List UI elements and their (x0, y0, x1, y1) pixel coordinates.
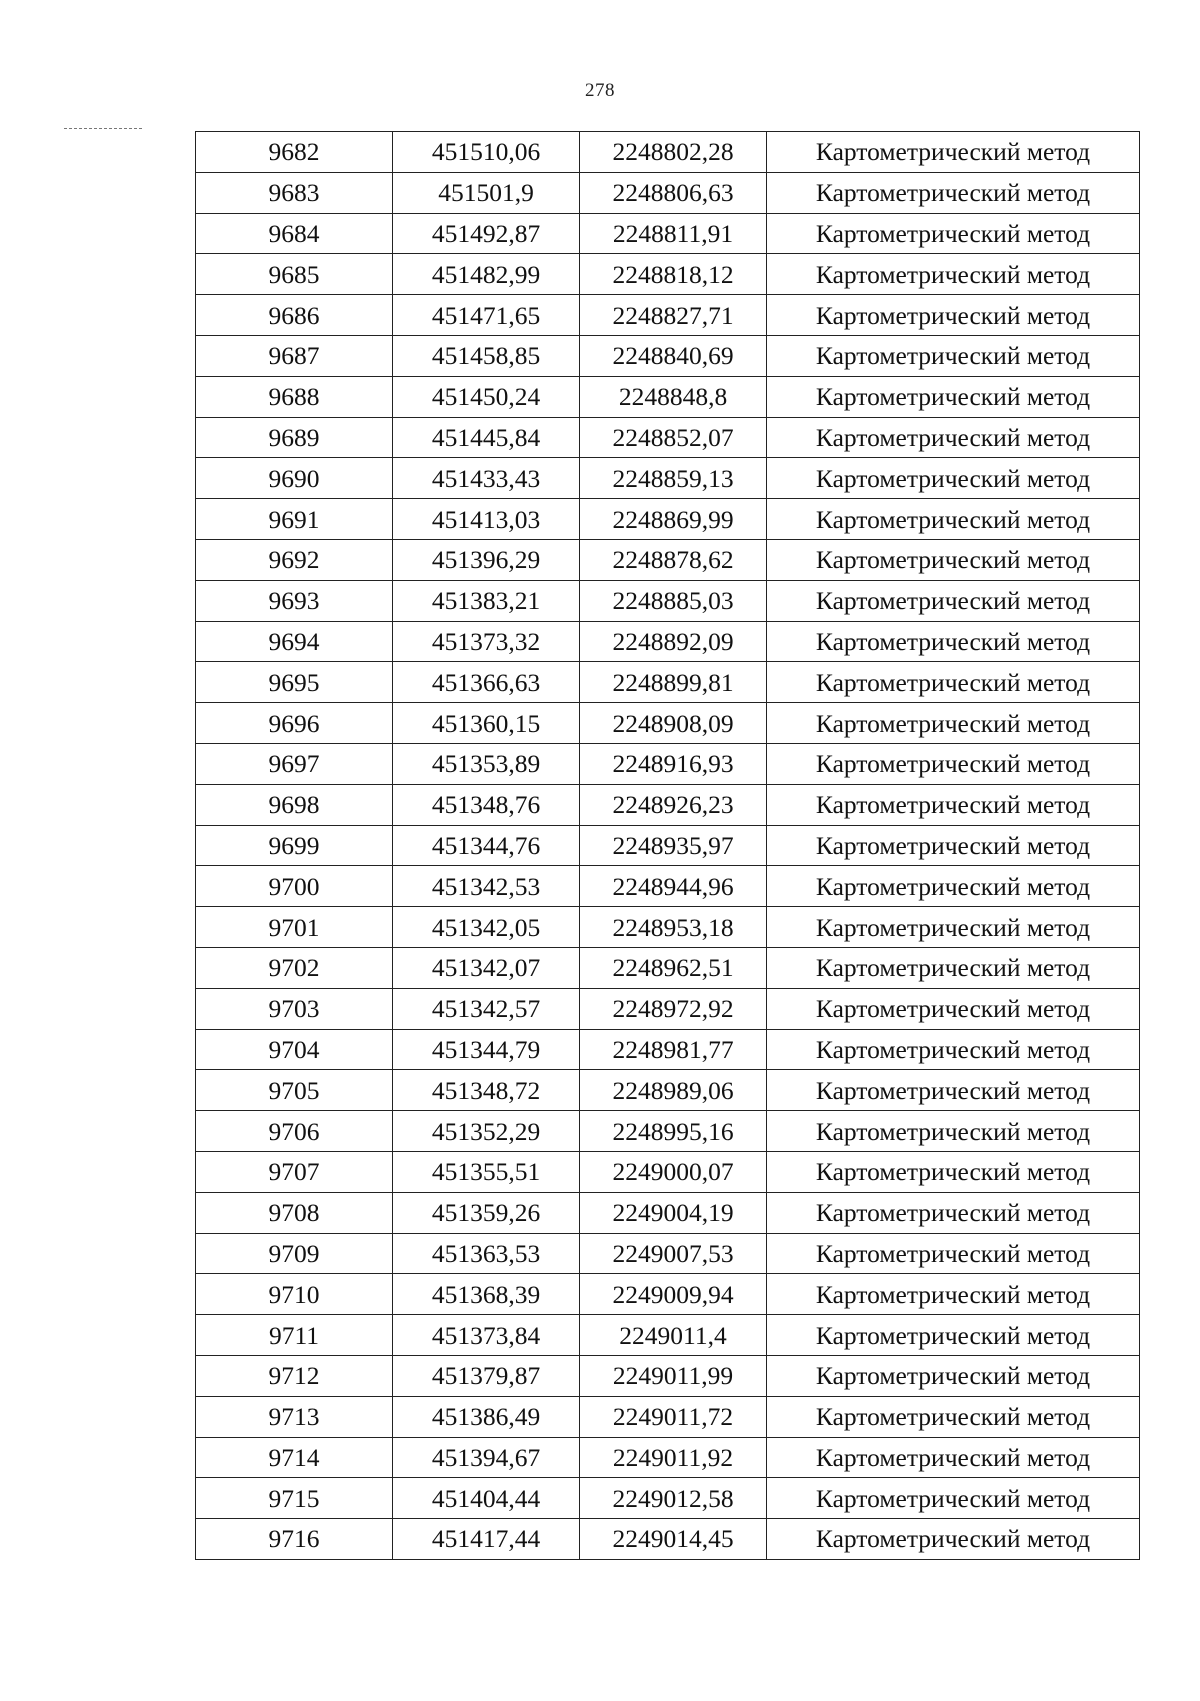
method-cell: Картометрический метод (767, 743, 1140, 784)
table-row (196, 254, 1140, 295)
table-row (196, 947, 1140, 988)
table-row (196, 539, 1140, 580)
x-coordinate-cell: 451510,06 (393, 132, 580, 173)
x-coordinate-cell: 451394,67 (393, 1437, 580, 1478)
point-number-cell: 9686 (196, 295, 393, 336)
table-row (196, 907, 1140, 948)
table-row (196, 1478, 1140, 1519)
x-coordinate-cell: 451368,39 (393, 1274, 580, 1315)
y-coordinate-cell: 2249011,99 (580, 1355, 767, 1396)
x-coordinate-cell: 451404,44 (393, 1478, 580, 1519)
table-row (196, 458, 1140, 499)
table-row (196, 1437, 1140, 1478)
y-coordinate-cell: 2248827,71 (580, 295, 767, 336)
y-coordinate-cell: 2248995,16 (580, 1111, 767, 1152)
method-cell: Картометрический метод (767, 580, 1140, 621)
table-row (196, 1151, 1140, 1192)
point-number-cell: 9708 (196, 1192, 393, 1233)
method-cell: Картометрический метод (767, 417, 1140, 458)
x-coordinate-cell: 451471,65 (393, 295, 580, 336)
y-coordinate-cell: 2248859,13 (580, 458, 767, 499)
method-cell: Картометрический метод (767, 1192, 1140, 1233)
table-row (196, 1355, 1140, 1396)
y-coordinate-cell: 2248972,92 (580, 988, 767, 1029)
point-number-cell: 9699 (196, 825, 393, 866)
method-cell: Картометрический метод (767, 1111, 1140, 1152)
point-number-cell: 9713 (196, 1396, 393, 1437)
table-row (196, 1233, 1140, 1274)
method-cell: Картометрический метод (767, 539, 1140, 580)
y-coordinate-cell: 2248802,28 (580, 132, 767, 173)
method-cell: Картометрический метод (767, 1478, 1140, 1519)
y-coordinate-cell: 2248840,69 (580, 335, 767, 376)
method-cell: Картометрический метод (767, 703, 1140, 744)
point-number-cell: 9700 (196, 866, 393, 907)
method-cell: Картометрический метод (767, 1233, 1140, 1274)
y-coordinate-cell: 2248869,99 (580, 499, 767, 540)
point-number-cell: 9709 (196, 1233, 393, 1274)
table-row (196, 580, 1140, 621)
y-coordinate-cell: 2248962,51 (580, 947, 767, 988)
x-coordinate-cell: 451458,85 (393, 335, 580, 376)
x-coordinate-cell: 451492,87 (393, 213, 580, 254)
table-row (196, 743, 1140, 784)
point-number-cell: 9689 (196, 417, 393, 458)
table-row (196, 1029, 1140, 1070)
x-coordinate-cell: 451413,03 (393, 499, 580, 540)
x-coordinate-cell: 451355,51 (393, 1151, 580, 1192)
x-coordinate-cell: 451342,05 (393, 907, 580, 948)
point-number-cell: 9697 (196, 743, 393, 784)
y-coordinate-cell: 2248852,07 (580, 417, 767, 458)
method-cell: Картометрический метод (767, 947, 1140, 988)
y-coordinate-cell: 2248981,77 (580, 1029, 767, 1070)
method-cell: Картометрический метод (767, 1274, 1140, 1315)
x-coordinate-cell: 451373,32 (393, 621, 580, 662)
point-number-cell: 9695 (196, 662, 393, 703)
y-coordinate-cell: 2249007,53 (580, 1233, 767, 1274)
y-coordinate-cell: 2248892,09 (580, 621, 767, 662)
x-coordinate-cell: 451373,84 (393, 1315, 580, 1356)
table-row (196, 213, 1140, 254)
y-coordinate-cell: 2248899,81 (580, 662, 767, 703)
x-coordinate-cell: 451433,43 (393, 458, 580, 499)
method-cell: Картометрический метод (767, 172, 1140, 213)
point-number-cell: 9716 (196, 1519, 393, 1560)
method-cell: Картометрический метод (767, 213, 1140, 254)
y-coordinate-cell: 2249004,19 (580, 1192, 767, 1233)
x-coordinate-cell: 451501,9 (393, 172, 580, 213)
table-row (196, 621, 1140, 662)
y-coordinate-cell: 2249011,92 (580, 1437, 767, 1478)
x-coordinate-cell: 451344,79 (393, 1029, 580, 1070)
method-cell: Картометрический метод (767, 376, 1140, 417)
x-coordinate-cell: 451344,76 (393, 825, 580, 866)
method-cell: Картометрический метод (767, 295, 1140, 336)
table-row (196, 376, 1140, 417)
point-number-cell: 9705 (196, 1070, 393, 1111)
x-coordinate-cell: 451366,63 (393, 662, 580, 703)
point-number-cell: 9704 (196, 1029, 393, 1070)
method-cell: Картометрический метод (767, 621, 1140, 662)
y-coordinate-cell: 2249000,07 (580, 1151, 767, 1192)
table-row (196, 1070, 1140, 1111)
point-number-cell: 9688 (196, 376, 393, 417)
table-row (196, 417, 1140, 458)
y-coordinate-cell: 2248885,03 (580, 580, 767, 621)
method-cell: Картометрический метод (767, 335, 1140, 376)
x-coordinate-cell: 451359,26 (393, 1192, 580, 1233)
point-number-cell: 9706 (196, 1111, 393, 1152)
table-row (196, 295, 1140, 336)
page-number: 278 (585, 80, 615, 101)
y-coordinate-cell: 2249011,72 (580, 1396, 767, 1437)
method-cell: Картометрический метод (767, 1396, 1140, 1437)
table-row (196, 703, 1140, 744)
point-number-cell: 9692 (196, 539, 393, 580)
point-number-cell: 9687 (196, 335, 393, 376)
table-row (196, 335, 1140, 376)
y-coordinate-cell: 2248811,91 (580, 213, 767, 254)
table-row (196, 132, 1140, 173)
table-row (196, 1192, 1140, 1233)
point-number-cell: 9711 (196, 1315, 393, 1356)
table-row (196, 1519, 1140, 1560)
point-number-cell: 9690 (196, 458, 393, 499)
method-cell: Картометрический метод (767, 907, 1140, 948)
point-number-cell: 9683 (196, 172, 393, 213)
y-coordinate-cell: 2248953,18 (580, 907, 767, 948)
table-row (196, 825, 1140, 866)
point-number-cell: 9698 (196, 784, 393, 825)
point-number-cell: 9691 (196, 499, 393, 540)
table-row (196, 499, 1140, 540)
method-cell: Картометрический метод (767, 1315, 1140, 1356)
x-coordinate-cell: 451342,53 (393, 866, 580, 907)
x-coordinate-cell: 451450,24 (393, 376, 580, 417)
method-cell: Картометрический метод (767, 784, 1140, 825)
point-number-cell: 9712 (196, 1355, 393, 1396)
method-cell: Картометрический метод (767, 988, 1140, 1029)
method-cell: Картометрический метод (767, 458, 1140, 499)
y-coordinate-cell: 2249011,4 (580, 1315, 767, 1356)
coordinates-table-body (196, 132, 1140, 1560)
y-coordinate-cell: 2248848,8 (580, 376, 767, 417)
table-row (196, 988, 1140, 1029)
x-coordinate-cell: 451379,87 (393, 1355, 580, 1396)
method-cell: Картометрический метод (767, 866, 1140, 907)
x-coordinate-cell: 451396,29 (393, 539, 580, 580)
y-coordinate-cell: 2248818,12 (580, 254, 767, 295)
point-number-cell: 9693 (196, 580, 393, 621)
x-coordinate-cell: 451342,57 (393, 988, 580, 1029)
point-number-cell: 9682 (196, 132, 393, 173)
point-number-cell: 9715 (196, 1478, 393, 1519)
point-number-cell: 9694 (196, 621, 393, 662)
y-coordinate-cell: 2248878,62 (580, 539, 767, 580)
x-coordinate-cell: 451342,07 (393, 947, 580, 988)
y-coordinate-cell: 2248908,09 (580, 703, 767, 744)
x-coordinate-cell: 451383,21 (393, 580, 580, 621)
point-number-cell: 9707 (196, 1151, 393, 1192)
point-number-cell: 9702 (196, 947, 393, 988)
y-coordinate-cell: 2249009,94 (580, 1274, 767, 1315)
table-row (196, 1111, 1140, 1152)
point-number-cell: 9696 (196, 703, 393, 744)
x-coordinate-cell: 451482,99 (393, 254, 580, 295)
table-row (196, 1274, 1140, 1315)
coordinates-table (195, 131, 1140, 1560)
x-coordinate-cell: 451386,49 (393, 1396, 580, 1437)
method-cell: Картометрический метод (767, 1029, 1140, 1070)
y-coordinate-cell: 2249014,45 (580, 1519, 767, 1560)
x-coordinate-cell: 451353,89 (393, 743, 580, 784)
table-row (196, 662, 1140, 703)
y-coordinate-cell: 2249012,58 (580, 1478, 767, 1519)
point-number-cell: 9685 (196, 254, 393, 295)
x-coordinate-cell: 451348,76 (393, 784, 580, 825)
method-cell: Картометрический метод (767, 1355, 1140, 1396)
y-coordinate-cell: 2248806,63 (580, 172, 767, 213)
point-number-cell: 9684 (196, 213, 393, 254)
table-row (196, 784, 1140, 825)
point-number-cell: 9714 (196, 1437, 393, 1478)
header-rule (64, 128, 142, 130)
x-coordinate-cell: 451417,44 (393, 1519, 580, 1560)
y-coordinate-cell: 2248989,06 (580, 1070, 767, 1111)
table-row (196, 866, 1140, 907)
method-cell: Картометрический метод (767, 662, 1140, 703)
table-row (196, 172, 1140, 213)
x-coordinate-cell: 451360,15 (393, 703, 580, 744)
point-number-cell: 9703 (196, 988, 393, 1029)
point-number-cell: 9701 (196, 907, 393, 948)
method-cell: Картометрический метод (767, 1070, 1140, 1111)
point-number-cell: 9710 (196, 1274, 393, 1315)
x-coordinate-cell: 451352,29 (393, 1111, 580, 1152)
x-coordinate-cell: 451363,53 (393, 1233, 580, 1274)
table-row (196, 1315, 1140, 1356)
method-cell: Картометрический метод (767, 1151, 1140, 1192)
y-coordinate-cell: 2248944,96 (580, 866, 767, 907)
method-cell: Картометрический метод (767, 825, 1140, 866)
x-coordinate-cell: 451348,72 (393, 1070, 580, 1111)
method-cell: Картометрический метод (767, 1519, 1140, 1560)
table-row (196, 1396, 1140, 1437)
method-cell: Картометрический метод (767, 132, 1140, 173)
method-cell: Картометрический метод (767, 499, 1140, 540)
method-cell: Картометрический метод (767, 254, 1140, 295)
method-cell: Картометрический метод (767, 1437, 1140, 1478)
y-coordinate-cell: 2248935,97 (580, 825, 767, 866)
x-coordinate-cell: 451445,84 (393, 417, 580, 458)
y-coordinate-cell: 2248926,23 (580, 784, 767, 825)
y-coordinate-cell: 2248916,93 (580, 743, 767, 784)
